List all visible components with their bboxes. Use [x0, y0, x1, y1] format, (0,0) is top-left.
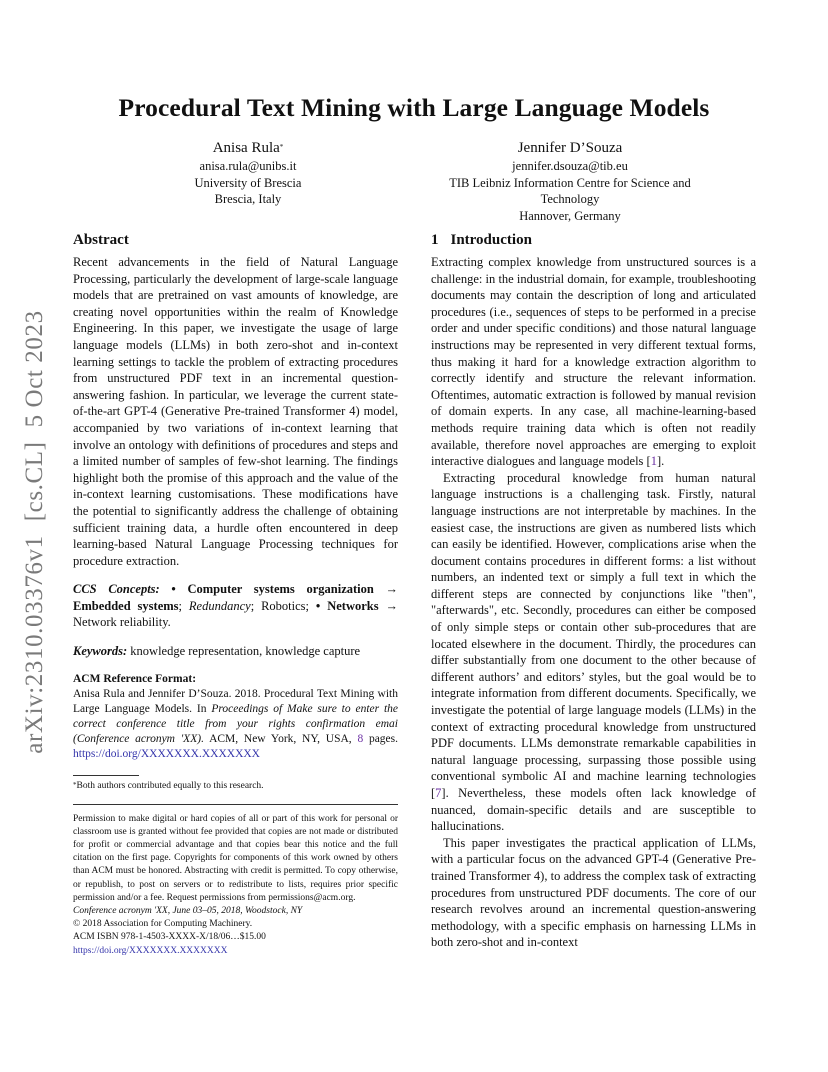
- abstract-heading: Abstract: [73, 232, 129, 248]
- permission-doi-link[interactable]: https://doi.org/XXXXXXX.XXXXXXX: [73, 945, 228, 956]
- author-email-1: anisa.rula@unibs.it: [199, 159, 297, 173]
- arxiv-sidebar: [0, 0, 70, 1072]
- ccs-item-3: • Networks →: [315, 598, 398, 613]
- author-location-2: Hannover, Germany: [519, 208, 621, 223]
- author-marker: *: [279, 143, 284, 151]
- right-column: [431, 230, 756, 951]
- copyright-line: © 2018 Association for Computing Machinery.: [73, 919, 253, 930]
- author-affiliation-2b: Technology: [540, 192, 600, 206]
- author-block-1: [150, 138, 346, 208]
- arxiv-id: arXiv:2310.03376v1: [21, 535, 48, 754]
- permission-notice: Permission to make digital or hard copies of all or part of this work for personal or classroom use is granted without fee provided that copies are not made or distributed for profit or commercial advantage and that copies bear this notice and the full citation on the first page. Copyrights for components of this work owned by others than ACM must be honored. Abstracting with credit is permitted. To copy otherwise, or republish, to post on servers or to redistribute to lists, requires prior specific permission and/or a fee. Request permissions from permissions@acm.org.: [73, 813, 398, 903]
- keywords: [73, 643, 398, 660]
- acm-reference-text: Anisa Rula and Jennifer D’Souza. 2018. Procedural Text Mining with Large Language Models. In Proceedings of Make sure to enter the correct conference title from your rights confirmation emai (Conference acronym 'XX). ACM, New York, NY, USA, 8 pages. https://doi.org/XXXXXXX.XXXXXXX: [73, 687, 398, 760]
- ccs-item-4: Network reliability.: [73, 615, 171, 630]
- citation-link-7[interactable]: 7: [435, 786, 442, 800]
- arxiv-date: 5 Oct 2023: [21, 310, 48, 428]
- intro-paragraph-3: This paper investigates the practical application of LLMs, with a particular focus on the advanced GPT-4 (Generative Pre-trained Transformer 4), to address the complex task of extracting procedures from unstructured PDF documents. The core of our research revolves around an incremental question-answering methodology, with a specific emphasis on harnessing LLMs in both zero-shot and in-context: [431, 835, 756, 950]
- ccs-item-1: • Computer systems organization → Embedded systems: [73, 582, 399, 613]
- author-name-1: Anisa Rula*: [212, 140, 284, 156]
- author-location-1: Brescia, Italy: [214, 192, 282, 206]
- acm-reference-heading: ACM Reference Format:: [73, 672, 197, 685]
- author-block-2: [430, 138, 710, 224]
- citation-link-1[interactable]: 1: [650, 454, 657, 469]
- footnote: *Both authors contributed equally to this research.: [73, 780, 264, 791]
- acm-reference-venue: Proceedings of Make sure to enter the correct conference title from your rights confirmation emai (Conference acronym 'XX).: [73, 702, 398, 745]
- isbn-line: ACM ISBN 978-1-4503-XXXX-X/18/06…$15.00: [73, 932, 266, 943]
- section-title: Introduction: [450, 232, 532, 248]
- permission-rule: [73, 804, 398, 805]
- author-affiliation-2a: TIB Leibniz Information Centre for Science and: [449, 175, 691, 190]
- intro-paragraph-2: Extracting procedural knowledge from human natural language instructions is a challenging task. Firstly, natural language instructions are not interpretable by machines. In the easiest case, the instructions are given as numbered lists which can easily be identified. However, complications arise when the document contains procedures in different forms: a list without numbers, an indented text or simply a full text in which the different steps are connected by conjunctions like "then", "afterwards", etc. Secondly, procedures can either be composed of only simple steps or contain other sub-procedures that are located elsewhere in the document. Thirdly, the procedures can differ substantially from one document to the other because of different authors’ and editors’ styles, but the goal would be to integrate information from different documents. Specifically, we investigate the potential of large language models (LLMs) in the context of extracting procedural knowledge from unstructured PDF documents. LLMs demonstrate remarkable capabilities in natural language processing, surpassing those possible using conventional symbolic AI and machine learning technologies [7]. Nevertheless, these models often lack knowledge of nuanced, domain-specific details and are susceptible to hallucinations.: [431, 470, 756, 834]
- section-number: 1: [431, 232, 439, 248]
- footnote-rule: [73, 775, 139, 776]
- intro-paragraph-1: Extracting complex knowledge from unstructured sources is a challenge: in the industrial domain, for example, troubleshooting documents may contain the description of long and articulated procedures (i.e., sequences of steps to be performed in a precise order and under specific conditions) and those natural language instructions may be represented in very different textual forms, thus making it hard for a knowledge extraction algorithm to correctly identify and structure the relevant information. Oftentimes, automatic extraction is followed by manual revision of domain experts. In any case, all machine-learning-based methods require training data which is often not readily available, therefore novel approaches are emerging to exploit interactive dialogues and language models [1].: [431, 255, 756, 469]
- author-affiliation-1: University of Brescia: [194, 175, 302, 190]
- abstract-text: Recent advancements in the field of Natural Language Processing, particularly the development of large-scale language models that are pretrained on vast amounts of knowledge, are creating novel opportunities within the realm of Knowledge Engineering. In this paper, we investigate the usage of large language models (LLMs) in both zero-shot and in-context learning settings to tackle the problem of extracting procedures from unstructured PDF text in an incremental question-answering fashion. In particular, we leverage the current state-of-the-art GPT-4 (Generative Pre-trained Transformer 4) model, accompanied by two variations of in-context learning that involve an ontology with definitions of procedures and steps and a limited number of samples of few-shot learning. The findings highlight both the promise of this approach and the value of the in-context learning customisations. These modifications have the potential to significantly address the challenge of obtaining sufficient training data, a hurdle often encountered in deep learning-based Natural Language Processing techniques for procedure extraction.: [73, 255, 398, 568]
- conference-line: Conference acronym 'XX, June 03–05, 2018, Woodstock, NY: [73, 906, 303, 917]
- acm-reference-pages-link[interactable]: 8: [357, 732, 364, 745]
- author-email-2: jennifer.dsouza@tib.eu: [512, 159, 628, 173]
- keywords-text: knowledge representation, knowledge capture: [130, 644, 361, 659]
- arxiv-stamp: [21, 296, 49, 753]
- ccs-label: CCS Concepts:: [73, 582, 160, 597]
- acm-reference-doi-link[interactable]: https://doi.org/XXXXXXX.XXXXXXX: [73, 747, 260, 760]
- arxiv-category: [cs.CL]: [21, 441, 48, 522]
- keywords-label: Keywords:: [73, 644, 128, 659]
- author-name-2: Jennifer D’Souza: [517, 140, 623, 156]
- ccs-concepts: CCS Concepts: • Computer systems organization → Embedded systems; Redundancy; Robotics; • Networks → Network reliability.: [73, 582, 399, 630]
- ccs-item-2: Redundancy: [188, 598, 251, 613]
- paper-title: Procedural Text Mining with Large Language Models: [118, 93, 710, 122]
- introduction-heading: [431, 230, 756, 250]
- left-column: [73, 230, 398, 958]
